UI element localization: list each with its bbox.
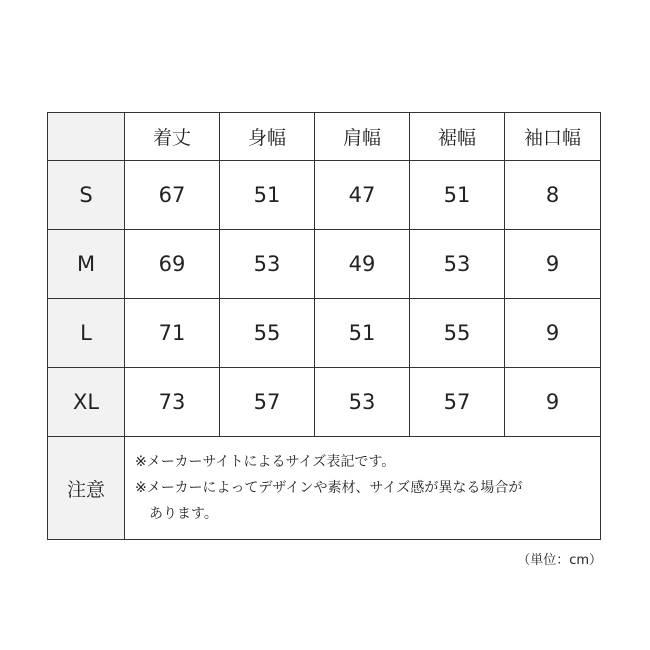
- table-cell: 71: [125, 299, 220, 368]
- table-cell: 8: [505, 161, 601, 230]
- note-row: [48, 437, 601, 540]
- table-cell: 51: [410, 161, 505, 230]
- table-cell: 73: [125, 368, 220, 437]
- table-cell: 55: [410, 299, 505, 368]
- table-cell: 53: [220, 230, 315, 299]
- table-cell: 9: [505, 299, 601, 368]
- column-header-cuff: 袖口幅: [505, 113, 601, 161]
- table-row: [48, 299, 601, 368]
- note-line: あります。: [149, 506, 218, 522]
- table-cell: 55: [220, 299, 315, 368]
- table-cell: 9: [505, 230, 601, 299]
- table-cell: 9: [505, 368, 601, 437]
- table-row: [48, 230, 601, 299]
- column-header-length: 着丈: [125, 113, 220, 161]
- note-line: ※メーカーサイトによるサイズ表記です。: [135, 454, 396, 470]
- table-row: [48, 161, 601, 230]
- size-table: [47, 112, 601, 540]
- row-header-size: L: [48, 299, 125, 368]
- table-cell: 51: [315, 299, 410, 368]
- corner-cell: [48, 113, 125, 161]
- column-header-hem: 裾幅: [410, 113, 505, 161]
- table-cell: 53: [410, 230, 505, 299]
- table-row: [48, 368, 601, 437]
- unit-label: （単位：cm）: [517, 553, 602, 568]
- table-cell: 53: [315, 368, 410, 437]
- table-cell: 49: [315, 230, 410, 299]
- note-line: ※メーカーによってデザインや素材、サイズ感が異なる場合が: [135, 480, 523, 496]
- note-text: [125, 437, 601, 540]
- table-cell: 51: [220, 161, 315, 230]
- table-cell: 57: [220, 368, 315, 437]
- table-cell: 57: [410, 368, 505, 437]
- header-row: [48, 113, 601, 161]
- column-header-shoulder: 肩幅: [315, 113, 410, 161]
- row-header-size: XL: [48, 368, 125, 437]
- row-header-size: S: [48, 161, 125, 230]
- row-header-size: M: [48, 230, 125, 299]
- table-cell: 67: [125, 161, 220, 230]
- table-cell: 69: [125, 230, 220, 299]
- column-header-width: 身幅: [220, 113, 315, 161]
- note-label: 注意: [48, 437, 125, 540]
- table-cell: 47: [315, 161, 410, 230]
